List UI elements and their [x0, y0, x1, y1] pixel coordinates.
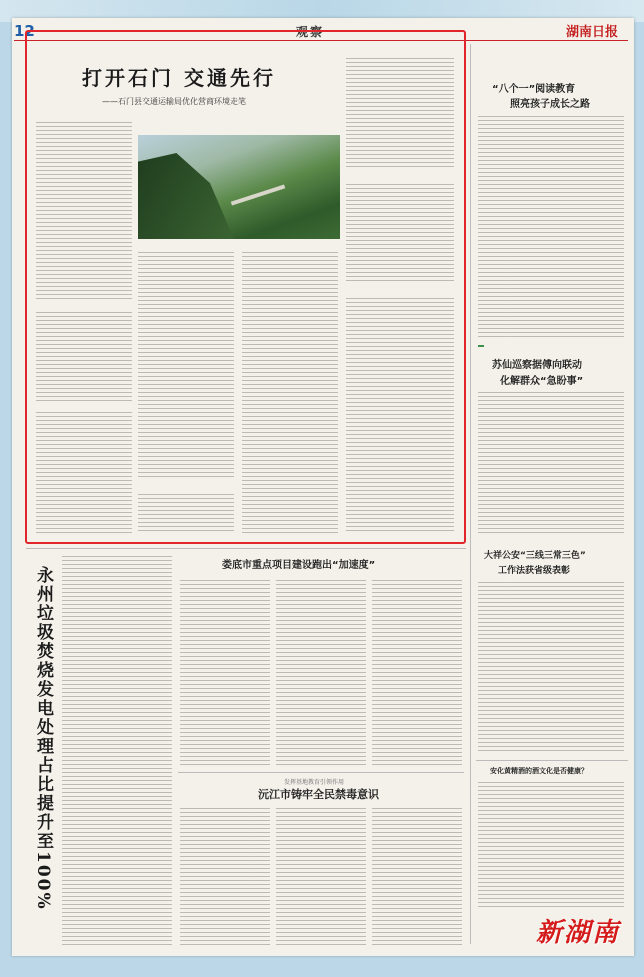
right-article-1-body	[478, 116, 624, 338]
right-article-2-body	[478, 392, 624, 536]
yongzhou-article-title: 永州垃圾焚烧发电处理占比提升至100%	[33, 566, 53, 911]
bottom-divider	[26, 548, 466, 549]
highlight-box	[25, 30, 466, 544]
yuanjiang-body-col3	[372, 808, 462, 946]
right-article-3-title-line2: 工作法获省级表彰	[498, 566, 571, 576]
loudi-article-title: 娄底市重点项目建设跑出“加速度”	[222, 560, 376, 571]
loudi-body-col1	[180, 580, 270, 768]
right-article-4-body	[478, 782, 624, 908]
section-name: 观察	[296, 25, 325, 39]
loudi-body-col2	[276, 580, 366, 768]
xinhunan-watermark: 新湖南	[536, 918, 621, 948]
main-article-subtitle: ——石门县交通运输局优化营商环境走笔	[102, 97, 246, 106]
page-number: 12	[14, 22, 35, 40]
yuanjiang-article-kicker: 发挥基地教育引领作用	[284, 779, 345, 786]
mid-divider	[178, 772, 464, 773]
right-column-tag	[478, 345, 484, 347]
yuanjiang-body-col2	[276, 808, 366, 946]
right-article-2-title-line1: 苏仙巡察据傅向联动	[492, 360, 582, 371]
right-article-1-title-line2: 照亮孩子成长之路	[510, 99, 590, 110]
main-article-title: 打开石门 交通先行	[82, 66, 276, 90]
yongzhou-article-body	[62, 556, 172, 946]
column-divider	[470, 44, 471, 944]
right-article-3-body	[478, 582, 624, 754]
masthead-logo: 湖南日报	[565, 25, 618, 40]
loudi-body-col3	[372, 580, 462, 768]
right-article-3-title-line1: 大祥公安“三线三常三色”	[484, 551, 586, 561]
yuanjiang-article-title: 沅江市铸牢全民禁毒意识	[258, 788, 379, 801]
right-article-2-title-line2: 化解群众“急盼事”	[500, 376, 584, 387]
right-divider	[476, 760, 628, 761]
right-article-1-title-line1: “八个一”阅读教育	[492, 84, 576, 95]
yuanjiang-body-col1	[180, 808, 270, 946]
right-article-4-title: 安化黄精酒的酒文化是否健康？	[490, 767, 588, 775]
